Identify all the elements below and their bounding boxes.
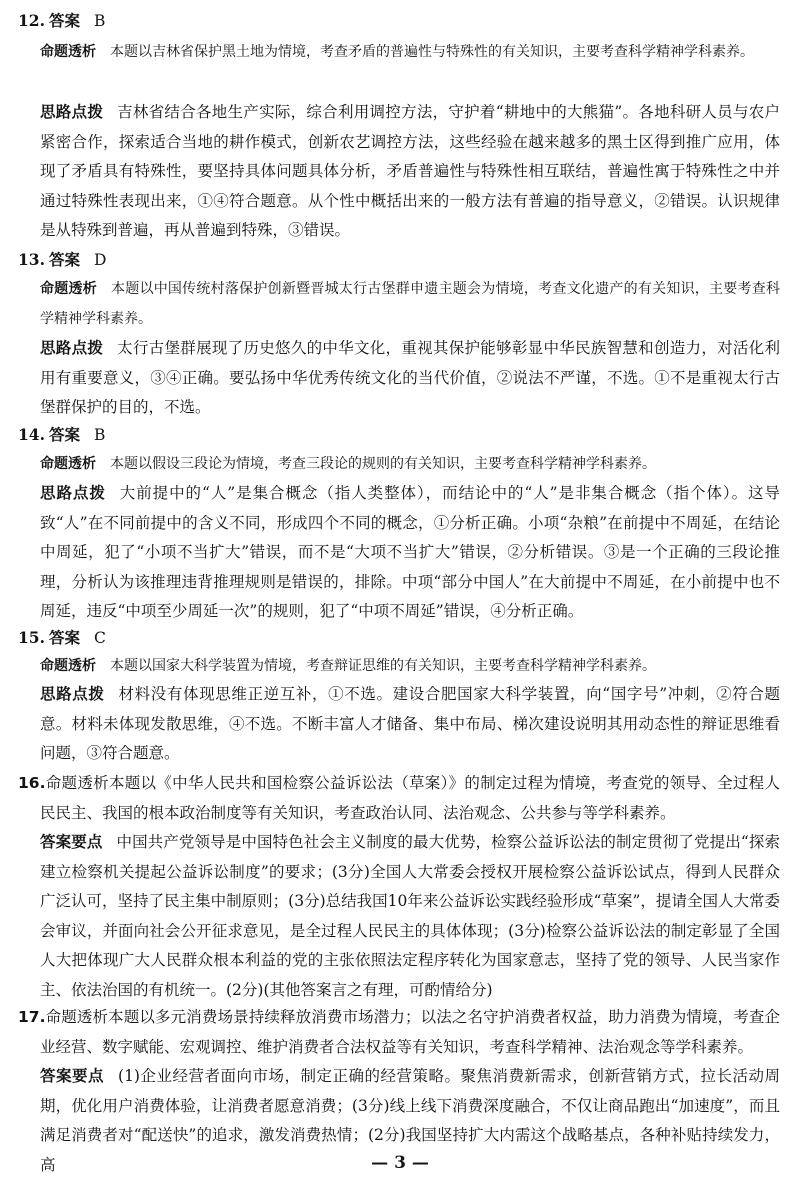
hint-text: 太行古堡群展现了历史悠久的中华文化，重视其保护能够彰显中华民族智慧和创造力，对活化利用有重要意义，③④正确。要弘扬中华优秀传统文化的当代价值，②说法不严谨，不选。①不是重视太行古堡群保护的目的，不选。 bbox=[40, 339, 780, 416]
analysis-label: 命题透析 bbox=[45, 1008, 109, 1026]
hint-text: 大前提中的“人”是集合概念（指人类整体），而结论中的“人”是非集合概念（指个体）。这导致“人”在不同前提中的含义不同，形成四个不同的概念，①分析正确。小项“杂粮”在前提中不周延，在结论中周延，犯了“小项不当扩大”错误，而不是“大项不当扩大”错误，②分析错误。③是一个正确的三段论推理，分析认为该推理违背推理规则是错误的，排除。中项“部分中国人”在大前提中不周延，在小前提中也不周延，违反“中项至少周延一次”的规则，犯了“中项不周延”错误，④分析正确。 bbox=[40, 484, 780, 620]
q12-hint bbox=[40, 98, 780, 246]
q17-analysis bbox=[18, 1003, 780, 1062]
q13-analysis bbox=[40, 275, 780, 334]
analysis-label: 命题透析 bbox=[40, 658, 96, 674]
question-number: 12. bbox=[18, 11, 45, 30]
q16-key-points bbox=[40, 828, 780, 1005]
hint-label: 思路点拨 bbox=[40, 339, 104, 357]
hint-label: 思路点拨 bbox=[40, 103, 104, 121]
analysis-text: 本题以假设三段论为情境，考查三段论的规则的有关知识，主要考查科学精神学科素养。 bbox=[110, 456, 656, 472]
q14-hint bbox=[40, 479, 780, 627]
q13-answer-line bbox=[18, 250, 106, 270]
answer-choice: B bbox=[93, 426, 106, 444]
answer-label: 答案 bbox=[48, 12, 80, 30]
analysis-text: 本题以中国传统村落保护创新暨晋城太行古堡群申遗主题会为情境，考查文化遗产的有关知识，主要考查科学精神学科素养。 bbox=[40, 281, 781, 327]
hint-text: 吉林省结合各地生产实际，综合利用调控方法，守护着“耕地中的大熊猫”。各地科研人员与农户紧密合作，探索适合当地的耕作模式，创新农艺调控方法，这些经验在越来越多的黑土区得到推广应用，体现了矛盾具有特殊性，要坚持具体问题具体分析，矛盾普遍性与特殊性相互联结，普遍性寓于特殊性之中并通过特殊性表现出来，①④符合题意。从个性中概括出来的一般方法有普遍的指导意义，②错误。认识规律是从特殊到普遍，再从普遍到特殊，③错误。 bbox=[40, 103, 780, 239]
answer-label: 答案 bbox=[48, 629, 80, 647]
q12-analysis bbox=[40, 38, 780, 68]
analysis-text: 本题以《中华人民共和国检察公益诉讼法（草案）》的制定过程为情境，考查党的领导、全过程人民民主、我国的根本政治制度等有关知识，考查政治认同、法治观念、公共参与等学科素养。 bbox=[40, 774, 780, 822]
answer-choice: C bbox=[93, 629, 106, 647]
answer-label: 答案 bbox=[48, 426, 80, 444]
question-number: 16. bbox=[18, 774, 46, 792]
analysis-label: 命题透析 bbox=[40, 281, 97, 297]
answer-label: 答案 bbox=[48, 251, 80, 269]
q15-answer-line bbox=[18, 628, 106, 648]
question-number: 17. bbox=[18, 1008, 46, 1026]
q16-analysis bbox=[18, 769, 780, 828]
key-points-label: 答案要点 bbox=[40, 1067, 105, 1085]
question-number: 13. bbox=[18, 250, 45, 269]
question-number: 15. bbox=[18, 628, 45, 647]
q15-analysis bbox=[40, 652, 780, 682]
hint-text: 材料没有体现思维正逆互补，①不选。建设合肥国家大科学装置，向“国字号”冲刺，②符合题意。材料未体现发散思维，④不选。不断丰富人才储备、集中布局、梯次建设说明其用动态性的辩证思维看问题，③符合题意。 bbox=[40, 685, 780, 762]
q12-answer-line bbox=[18, 11, 105, 31]
q14-analysis bbox=[40, 450, 780, 480]
answer-choice: D bbox=[93, 251, 107, 269]
analysis-text: 本题以国家大科学装置为情境，考查辩证思维的有关知识，主要考查科学精神学科素养。 bbox=[110, 658, 656, 674]
answer-choice: B bbox=[93, 12, 106, 30]
q14-answer-line bbox=[18, 425, 105, 445]
hint-label: 思路点拨 bbox=[40, 484, 106, 502]
q13-hint bbox=[40, 334, 780, 423]
analysis-text: 本题以多元消费场景持续释放消费市场潜力；以法之名守护消费者权益，助力消费为情境，考查企业经营、数字赋能、宏观调控、维护消费者合法权益等有关知识，考查科学精神、法治观念等学科素养。 bbox=[40, 1008, 780, 1056]
question-number: 14. bbox=[18, 425, 45, 444]
key-points-text: 中国共产党领导是中国特色社会主义制度的最大优势，检察公益诉讼法的制定贯彻了党提出“探索建立检察机关提起公益诉讼制度”的要求；(3分)全国人大常委会授权开展检察公益诉讼试点，得到人民群众广泛认可，坚持了民主集中制原则；(3分)总结我国10年来公益诉讼实践经验形成“草案”，提请全国人大常委会审议，并面向社会公开征求意见，是全过程人民民主的具体体现；(3分)检察公益诉讼法的制定彰显了全国人大把体现广大人民群众根本利益的党的主张依照法定程序转化为国家意志，坚持了党的领导、人民当家作主、依法治国的有机统一。(2分)(其他答案言之有理，可酌情给分) bbox=[40, 833, 780, 999]
analysis-label: 命题透析 bbox=[40, 456, 96, 472]
page-number: — 3 — bbox=[371, 1153, 429, 1173]
q15-hint bbox=[40, 680, 780, 769]
analysis-label: 命题透析 bbox=[45, 774, 109, 792]
key-points-text: (1)企业经营者面向市场，制定正确的经营策略。聚焦消费新需求，创新营销方式，拉长活动周期，优化用户消费体验，让消费者愿意消费；(3分)线上线下消费深度融合，不仅让商品跑出“加速度”，而且满足消费者对“配送快”的追求，激发消费热情；(2分)我国坚持扩大内需这个战略基点，各种补贴持续发力，高 bbox=[40, 1067, 780, 1174]
hint-label: 思路点拨 bbox=[40, 685, 105, 703]
analysis-text: 本题以吉林省保护黑土地为情境，考查矛盾的普遍性与特殊性的有关知识，主要考查科学精神学科素养。 bbox=[110, 44, 754, 60]
analysis-label: 命题透析 bbox=[40, 44, 96, 60]
key-points-label: 答案要点 bbox=[40, 833, 103, 851]
